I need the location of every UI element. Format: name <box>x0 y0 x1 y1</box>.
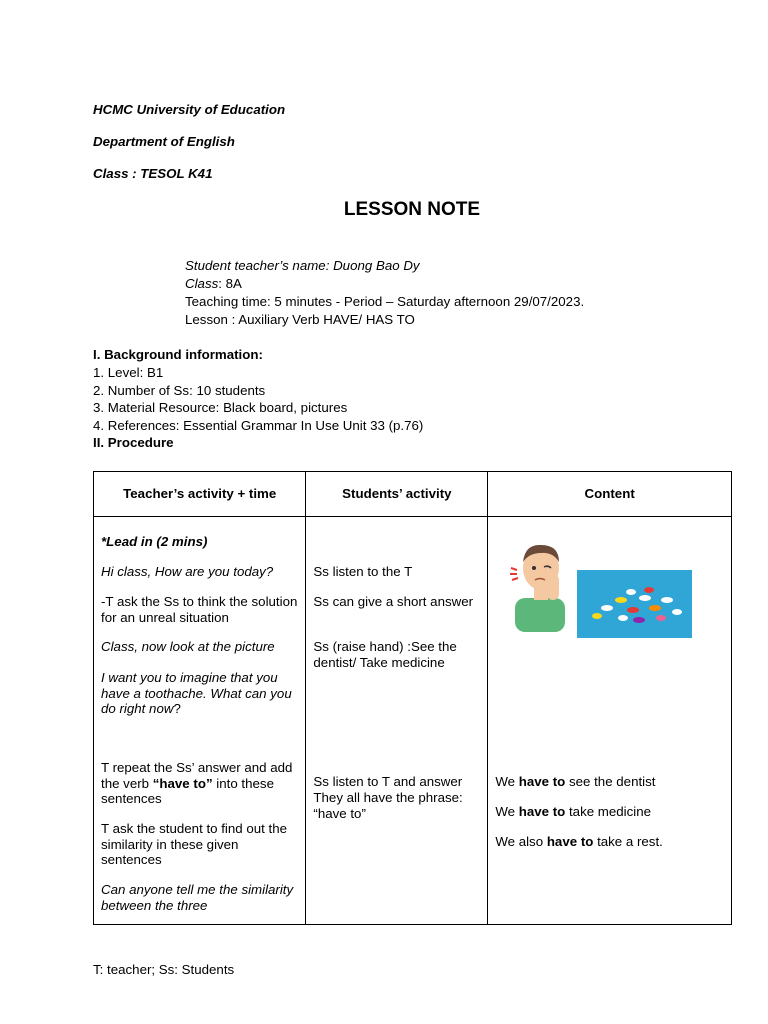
toothache-boy-picture <box>507 540 577 632</box>
background-heading: I. Background information: <box>93 347 263 362</box>
university-name: HCMC University of Education <box>93 102 286 117</box>
column-header-students: Students’ activity <box>306 472 488 517</box>
procedure-heading: II. Procedure <box>93 435 174 450</box>
table-row <box>94 517 732 925</box>
s2-a: We <box>495 804 519 819</box>
greeting: Hi class, How are you today? <box>101 564 274 579</box>
background-item: 1. Level: B1 <box>93 365 164 380</box>
content-sentence-3 <box>495 834 724 850</box>
footnote: T: teacher; Ss: Students <box>93 962 235 977</box>
s3-b: have to <box>546 834 594 849</box>
imagine-prompt <box>101 670 298 717</box>
s2-c: take medicine <box>565 804 652 819</box>
content-cell <box>488 517 732 925</box>
s1-a: We <box>495 774 519 789</box>
column-header-content: Content <box>488 472 732 517</box>
table-header-row <box>94 472 732 517</box>
repeat-answer <box>101 760 298 807</box>
background-item: 4. References: Essential Grammar In Use Unit 33 (p.76) <box>93 418 424 433</box>
procedure-table <box>93 471 732 925</box>
column-header-teacher: Teacher’s activity + time <box>94 472 306 517</box>
s3-a: We also <box>495 834 547 849</box>
department-name: Department of English <box>93 134 235 149</box>
can-anyone: Can anyone tell me the similarity between the three <box>101 882 294 913</box>
page-title: LESSON NOTE <box>343 199 481 220</box>
ss-raise-hand: Ss (raise hand) :See the dentist/ Take medicine <box>313 639 457 670</box>
class-value: : 8A <box>218 276 242 291</box>
ask-think: -T ask the Ss to think the solution for an unreal situation <box>101 594 298 625</box>
ss-short-answer: Ss can give a short answer <box>313 594 474 609</box>
ss-phrase: They all have the phrase: “have to” <box>313 790 463 821</box>
look-picture: Class, now look at the picture <box>101 639 275 654</box>
lead-in: *Lead in (2 mins) <box>101 534 208 549</box>
repeat-bold: “have to” <box>152 775 213 791</box>
lesson-title: Lesson : Auxiliary Verb HAVE/ HAS TO <box>185 312 415 327</box>
ss-listen: Ss listen to the T <box>313 564 413 579</box>
class-label: Class <box>185 276 219 291</box>
teacher-name: Student teacher’s name: Duong Bao Dy <box>185 258 420 273</box>
s2-b: have to <box>518 804 566 819</box>
imagine-text: I want you to imagine that you have a toothache. What can you do right now <box>101 670 292 716</box>
repeat-pre: T repeat the Ss’ answer and add the verb <box>101 760 293 791</box>
imagine-question-mark: ? <box>173 701 181 716</box>
background-item: 2. Number of Ss: 10 students <box>93 383 266 398</box>
find-similarity: T ask the student to find out the similarity in these given sentences <box>101 821 288 867</box>
s3-c: take a rest. <box>593 834 663 849</box>
students-activity-cell <box>306 517 488 925</box>
s1-b: have to <box>518 774 566 789</box>
ss-listen-answer: Ss listen to T and answer <box>313 774 463 789</box>
class-info <box>185 276 242 291</box>
content-sentence-2 <box>495 804 724 820</box>
pills-picture <box>577 570 692 638</box>
teaching-time: Teaching time: 5 minutes - Period – Saturday afternoon 29/07/2023. <box>185 294 585 309</box>
repeat-post: into these sentences <box>101 775 274 806</box>
content-sentence-1 <box>495 774 724 790</box>
teacher-activity-cell <box>94 517 306 925</box>
s1-c: see the dentist <box>565 774 656 789</box>
background-item: 3. Material Resource: Black board, pictures <box>93 400 348 415</box>
class-line: Class : TESOL K41 <box>93 166 213 181</box>
